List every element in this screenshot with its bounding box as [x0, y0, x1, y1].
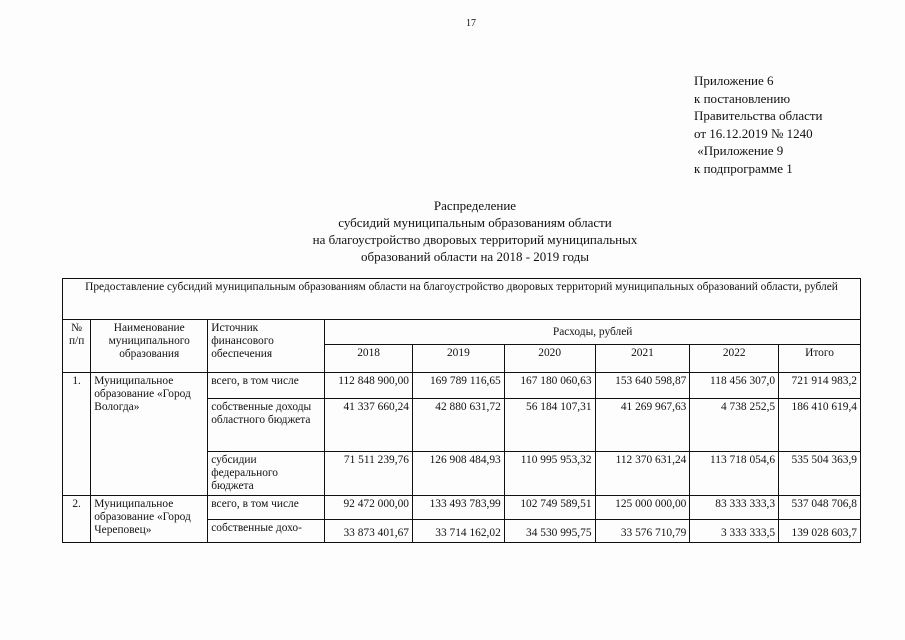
page-cutoff [55, 564, 875, 640]
row-number: 1. [63, 373, 91, 496]
header-number: № п/п [63, 320, 91, 373]
header-municipality: Наименование муниципального образования [91, 320, 208, 373]
appendix-line: к подпрограмме 1 [694, 160, 793, 176]
value-2021: 112 370 631,24 [595, 452, 690, 496]
appendix-line: к постановлению [694, 90, 791, 106]
value-2022: 83 333 333,3 [690, 496, 779, 520]
value-2018: 33 873 401,67 [325, 520, 413, 543]
table-caption: Предоставление субсидий муниципальным образованиям области на благоустройство дворовых территорий муниципальных образований области, рублей [63, 279, 861, 320]
subsidy-table [62, 278, 861, 543]
value-2021: 153 640 598,87 [595, 373, 690, 399]
header-year-2018: 2018 [325, 345, 413, 373]
value-2019: 33 714 162,02 [412, 520, 504, 543]
value-total: 139 028 603,7 [779, 520, 861, 543]
municipality-name: Муниципальное образование «Город Вологда» [91, 373, 208, 496]
value-2022: 118 456 307,0 [690, 373, 779, 399]
header-funding-source: Источник финансового обеспечения [208, 320, 325, 373]
value-2020: 102 749 589,51 [504, 496, 595, 520]
header-year-2020: 2020 [504, 345, 595, 373]
value-2021: 41 269 967,63 [595, 399, 690, 452]
title-line: субсидий муниципальным образованиям области [338, 215, 612, 230]
value-2021: 33 576 710,79 [595, 520, 690, 543]
value-2018: 112 848 900,00 [325, 373, 413, 399]
document-title [240, 197, 710, 265]
value-total: 186 410 619,4 [779, 399, 861, 452]
value-2019: 169 789 116,65 [412, 373, 504, 399]
value-2020: 167 180 060,63 [504, 373, 595, 399]
value-2018: 92 472 000,00 [325, 496, 413, 520]
value-2019: 126 908 484,93 [412, 452, 504, 496]
funding-source: собственные доходы областного бюджета [208, 399, 325, 452]
funding-source: всего, в том числе [208, 496, 325, 520]
title-line: Распределение [433, 198, 517, 213]
table-row [63, 496, 861, 520]
value-2018: 41 337 660,24 [325, 399, 413, 452]
value-2020: 56 184 107,31 [504, 399, 595, 452]
value-2021: 125 000 000,00 [595, 496, 690, 520]
municipality-name: Муниципальное образование «Город Череповец» [91, 496, 208, 543]
appendix-line: «Приложение 9 [694, 143, 784, 158]
appendix-line: от 16.12.2019 № 1240 [694, 125, 813, 141]
value-2022: 4 738 252,5 [690, 399, 779, 452]
value-2020: 34 530 995,75 [504, 520, 595, 543]
header-year-2021: 2021 [595, 345, 690, 373]
value-total: 535 504 363,9 [779, 452, 861, 496]
value-2022: 3 333 333,5 [690, 520, 779, 543]
header-year-2022: 2022 [690, 345, 779, 373]
value-2019: 133 493 783,99 [412, 496, 504, 520]
row-number: 2. [63, 496, 91, 543]
header-year-2019: 2019 [412, 345, 504, 373]
value-2020: 110 995 953,32 [504, 452, 595, 496]
value-2022: 113 718 054,6 [690, 452, 779, 496]
funding-source: субсидии федерального бюджета [208, 452, 325, 496]
value-total: 537 048 706,8 [779, 496, 861, 520]
value-2018: 71 511 239,76 [325, 452, 413, 496]
appendix-line: Правительства области [694, 108, 823, 123]
funding-source: всего, в том числе [208, 373, 325, 399]
value-2019: 42 880 631,72 [412, 399, 504, 452]
header-total: Итого [779, 345, 861, 373]
page-number: 17 [466, 18, 476, 29]
value-total: 721 914 983,2 [779, 373, 861, 399]
title-line: на благоустройство дворовых территорий муниципальных [312, 232, 638, 247]
funding-source: собственные дохо- [208, 520, 325, 543]
header-expenses: Расходы, рублей [325, 320, 861, 345]
appendix-line: Приложение 6 [694, 73, 774, 88]
table-row [63, 373, 861, 399]
title-line: образований области на 2018 - 2019 годы [360, 249, 590, 264]
appendix-reference [694, 72, 823, 177]
